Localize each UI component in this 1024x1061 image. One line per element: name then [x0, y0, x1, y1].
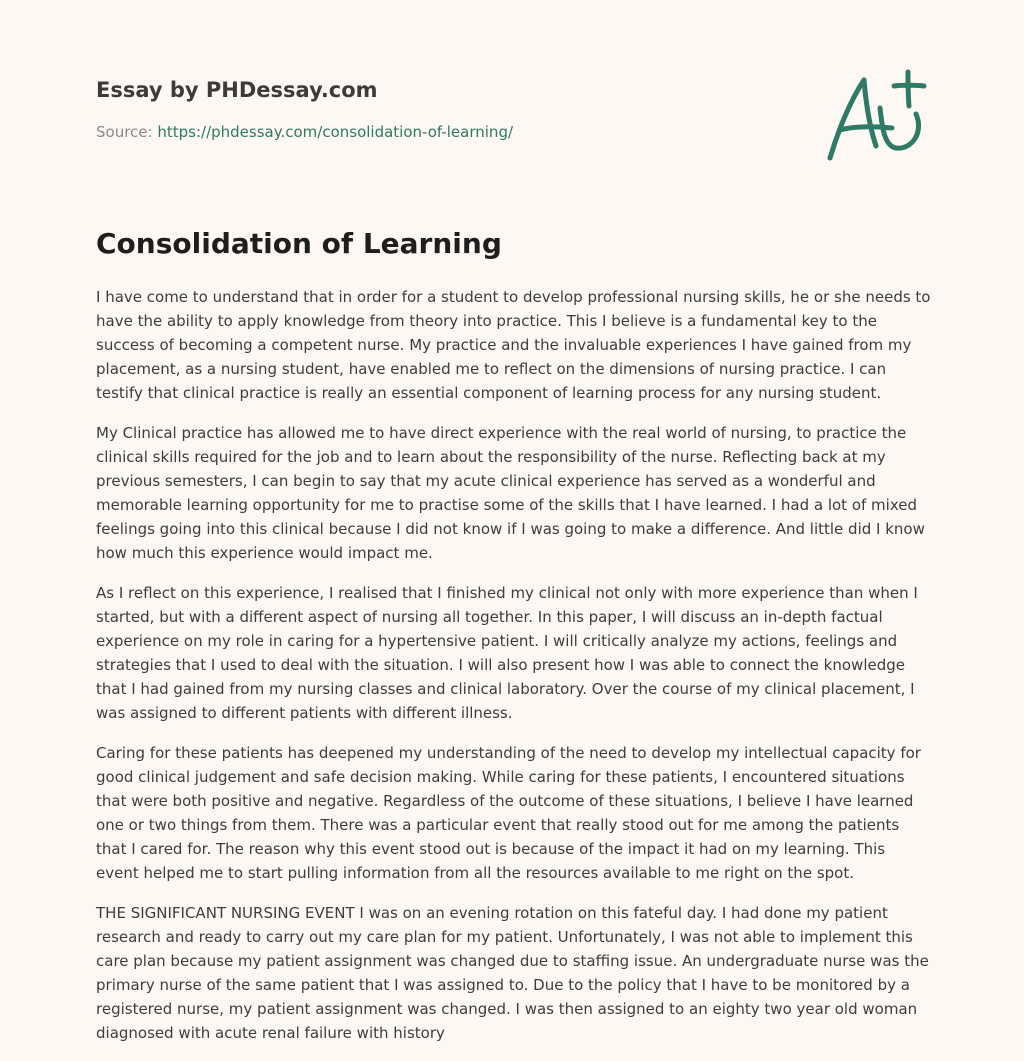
- source-link[interactable]: https://phdessay.com/consolidation-of-learning/: [157, 123, 514, 141]
- essay-body: [96, 285, 932, 1061]
- essay-paragraph: Caring for these patients has deepened my understanding of the need to develop my intellectual capacity for good clinical judgement and safe decision making. While caring for these patients, I encountered situations that were both positive and negative. Regardless of the outcome of these situations, I believe I have learned one or two things from them. There was a particular event that really stood out for me among the patients that I cared for. The reason why this event stood out is because of the impact it had on my learning. This event helped me to start pulling information from all the resources available to me right on the spot.: [96, 744, 921, 882]
- essay-paragraph: My Clinical practice has allowed me to have direct experience with the real world of nursing, to practice the clinical skills required for the job and to learn about the responsibility of the nurse. Reflecting back at my previous semesters, I can begin to say that my acute clinical experience has served as a wonderful and memorable learning opportunity for me to practise some of the skills that I have learned. I had a lot of mixed feelings going into this clinical because I did not know if I was going to make a difference. And little did I know how much this experience would impact me.: [96, 424, 925, 562]
- source-label: Source:: [96, 123, 153, 141]
- a-plus-logo-icon: [820, 66, 930, 166]
- page-header: [96, 76, 796, 142]
- essay-paragraph: As I reflect on this experience, I realised that I finished my clinical not only with more experience than when I started, but with a different aspect of nursing all together. In this paper, I will discuss an in-depth factual experience on my role in caring for a hypertensive patient. I will critically analyze my actions, feelings and strategies that I used to deal with the situation. I will also present how I was able to connect the knowledge that I had gained from my nursing classes and clinical laboratory. Over the course of my clinical placement, I was assigned to different patients with different illness.: [96, 584, 918, 722]
- source-line: [96, 122, 796, 142]
- essay-paragraph: THE SIGNIFICANT NURSING EVENT I was on an evening rotation on this fateful day. I had done my patient research and ready to carry out my care plan for my patient. Unfortunately, I was not able to implement this care plan because my patient assignment was changed due to staffing issue. An undergraduate nurse was the primary nurse of the same patient that I was assigned to. Due to the policy that I have to be monitored by a registered nurse, my patient assignment was changed. I was then assigned to an eighty two year old woman diagnosed with acute renal failure with history: [96, 904, 929, 1042]
- site-brand: Essay by PHDessay.com: [96, 78, 378, 102]
- essay-title: Consolidation of Learning: [96, 227, 502, 260]
- essay-paragraph: I have come to understand that in order for a student to develop professional nursing skills, he or she needs to have the ability to apply knowledge from theory into practice. This I believe is a fundamental key to the success of becoming a competent nurse. My practice and the invaluable experiences I have gained from my placement, as a nursing student, have enabled me to reflect on the dimensions of nursing practice. I can testify that clinical practice is really an essential component of learning process for any nursing student.: [96, 288, 931, 402]
